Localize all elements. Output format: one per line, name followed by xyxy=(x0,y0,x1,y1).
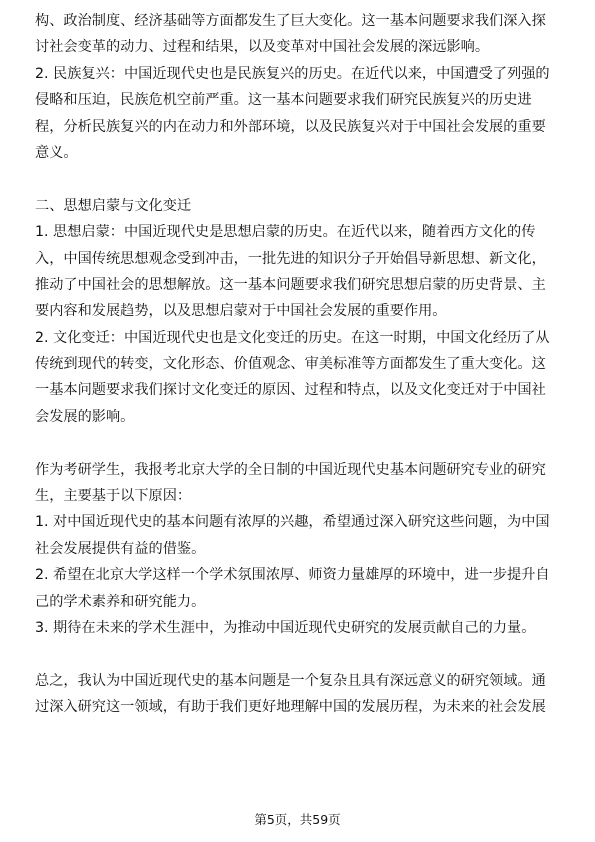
text-line: 程，分析民族复兴的内在动力和外部环境，以及民族复兴对于中国社会发展的重要 xyxy=(35,118,546,135)
list-item-enlightenment: 1. 思想启蒙：中国近现代史是思想启蒙的历史。在近代以来，随着西方文化的传 xyxy=(35,224,536,241)
text-line: 讨社会变革的动力、过程和结果，以及变革对中国社会发展的深远影响。 xyxy=(35,39,490,56)
conclusion-line: 过深入研究这一领域，有助于我们更好地理解中国的发展历程，为未来的社会发展 xyxy=(35,699,546,716)
text-line: 社会发展提供有益的借鉴。 xyxy=(35,540,206,557)
body-text xyxy=(35,8,565,721)
text-line: 一基本问题要求我们探讨文化变迁的原因、过程和特点，以及文化变迁对于中国社 xyxy=(35,382,546,399)
list-item-reason-3: 3. 期待在未来的学术生涯中，为推动中国近现代史研究的发展贡献自己的力量。 xyxy=(35,619,536,636)
text-line: 要内容和发展趋势，以及思想启蒙对于中国社会发展的重要作用。 xyxy=(35,303,447,320)
text-line: 侵略和压迫，民族危机空前严重。这一基本问题要求我们研究民族复兴的历史进 xyxy=(35,92,532,109)
list-item-reason-1: 1. 对中国近现代史的基本问题有浓厚的兴趣，希望通过深入研究这些问题，为中国 xyxy=(35,514,550,531)
text-line: 传统到现代的转变，文化形态、价值观念、审美标准等方面都发生了重大变化。这 xyxy=(35,356,546,373)
text-line: 推动了中国社会的思想解放。这一基本问题要求我们研究思想启蒙的历史背景、主 xyxy=(35,276,546,293)
conclusion-line: 总之，我认为中国近现代史的基本问题是一个复杂且具有深远意义的研究领域。通 xyxy=(35,672,546,689)
section-heading: 二、思想启蒙与文化变迁 xyxy=(35,197,192,214)
list-item-reason-2: 2. 希望在北京大学这样一个学术氛围浓厚、师资力量雄厚的环境中，进一步提升自 xyxy=(35,567,550,584)
list-item-national-revival: 2. 民族复兴：中国近现代史也是民族复兴的历史。在近代以来，中国遭受了列强的 xyxy=(35,65,550,82)
text-line: 会发展的影响。 xyxy=(35,408,135,425)
paragraph-gap xyxy=(35,641,565,667)
text-line: 作为考研学生，我报考北京大学的全日制的中国近现代史基本问题研究专业的研究 xyxy=(35,461,546,478)
text-line: 构、政治制度、经济基础等方面都发生了巨大变化。这一基本问题要求我们深入探 xyxy=(35,13,546,29)
text-line: 意义。 xyxy=(35,144,78,161)
paragraph-gap xyxy=(35,166,565,192)
paragraph-gap xyxy=(35,430,565,456)
page-number: 第5页，共59页 xyxy=(254,812,341,827)
text-line: 生，主要基于以下原因： xyxy=(35,488,192,505)
list-item-cultural-change: 2. 文化变迁：中国近现代史也是文化变迁的历史。在这一时期，中国文化经历了从 xyxy=(35,329,550,346)
text-line: 己的学术素养和研究能力。 xyxy=(35,593,206,610)
text-line: 入，中国传统思想观念受到冲击，一批先进的知识分子开始倡导新思想、新文化， xyxy=(35,250,546,267)
